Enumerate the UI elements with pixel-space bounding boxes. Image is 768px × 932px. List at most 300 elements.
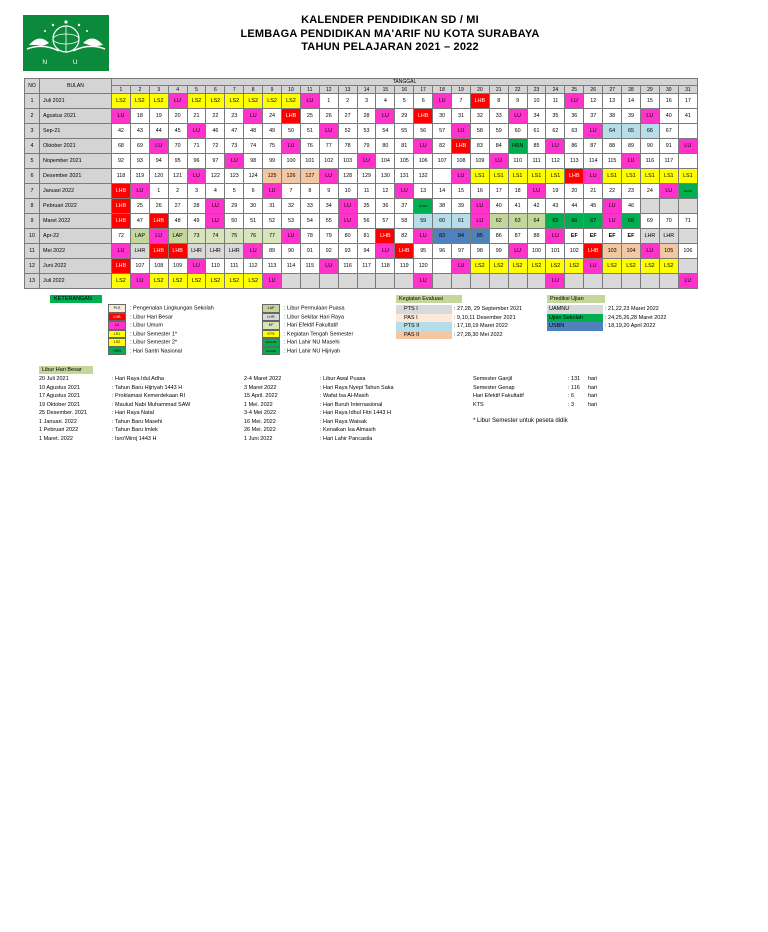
- day-number-row: [25, 86, 698, 94]
- summary-item: [473, 384, 633, 393]
- day-cell: 42: [527, 199, 546, 214]
- day-cell: 92: [319, 244, 338, 259]
- day-cell: 101: [300, 154, 319, 169]
- day-cell: LU: [603, 199, 622, 214]
- day-cell: LAP: [130, 229, 149, 244]
- legend-item: [108, 313, 214, 322]
- day-cell: LU: [319, 259, 338, 274]
- day-cell: [678, 124, 697, 139]
- day-cell: 101: [546, 244, 565, 259]
- day-cell: LU: [414, 139, 433, 154]
- summary-label: KTS: [473, 401, 484, 408]
- day-cell: [527, 274, 546, 289]
- day-cell: 47: [225, 124, 244, 139]
- day-cell: 74: [244, 139, 263, 154]
- day-cell: LS2: [470, 259, 489, 274]
- day-cell: EF: [622, 229, 641, 244]
- day-cell: 5: [225, 184, 244, 199]
- day-cell: [678, 199, 697, 214]
- holiday-item: [244, 435, 464, 444]
- evaluation-item: [547, 305, 666, 314]
- day-cell: 126: [282, 169, 301, 184]
- day-header: 19: [452, 86, 471, 94]
- holiday-date: 1 Pebruari 2022: [39, 427, 79, 433]
- row-number: 7: [25, 184, 40, 199]
- day-header: 9: [263, 86, 282, 94]
- day-cell: LU: [112, 244, 131, 259]
- day-cell: 18: [130, 109, 149, 124]
- evaluation-item: [396, 331, 522, 340]
- row-month: Juli 2021: [40, 94, 112, 109]
- day-cell: 98: [470, 244, 489, 259]
- day-cell: LS2: [112, 94, 131, 109]
- day-cell: 73: [225, 139, 244, 154]
- day-cell: 87: [584, 139, 603, 154]
- row-number: 12: [25, 259, 40, 274]
- day-cell: 125: [263, 169, 282, 184]
- legend-text: : Hari Lahir NU Masehi: [284, 339, 340, 346]
- day-cell: 19: [546, 184, 565, 199]
- day-header: 21: [489, 86, 508, 94]
- day-header: 23: [527, 86, 546, 94]
- day-cell: 127: [300, 169, 319, 184]
- day-cell: 43: [546, 199, 565, 214]
- row-month: Juli 2022: [40, 274, 112, 289]
- day-cell: 132: [414, 169, 433, 184]
- day-cell: LHB: [452, 139, 471, 154]
- evaluation-label: PAS I: [396, 314, 452, 323]
- day-cell: 83: [470, 139, 489, 154]
- day-cell: 41: [678, 109, 697, 124]
- day-cell: 3: [357, 94, 376, 109]
- day-cell: 64: [603, 124, 622, 139]
- day-cell: LU: [584, 124, 603, 139]
- day-cell: 51: [244, 214, 263, 229]
- day-cell: 6: [244, 184, 263, 199]
- row-month: Nopember 2021: [40, 154, 112, 169]
- day-cell: 84: [452, 229, 471, 244]
- legend-text: : Hari Lahir NU Hijriyah: [284, 348, 341, 355]
- day-cell: 27: [168, 199, 187, 214]
- holiday-item: [244, 426, 464, 435]
- day-cell: 76: [300, 139, 319, 154]
- day-cell: LU: [300, 94, 319, 109]
- holiday-list-1: [39, 375, 239, 443]
- day-cell: 54: [376, 124, 395, 139]
- evaluation-item: [396, 305, 522, 314]
- day-cell: 5: [395, 94, 414, 109]
- day-header: 7: [225, 86, 244, 94]
- day-cell: 61: [452, 214, 471, 229]
- day-cell: 20: [168, 109, 187, 124]
- page-title: [200, 14, 580, 55]
- holiday-date: 19 Oktober 2021: [39, 401, 80, 408]
- day-cell: 110: [508, 154, 527, 169]
- day-cell: 62: [489, 214, 508, 229]
- day-cell: 21: [187, 109, 206, 124]
- holiday-item: [39, 435, 239, 444]
- day-header: 5: [187, 86, 206, 94]
- day-header: 11: [300, 86, 319, 94]
- evaluation-label: UAMNU: [547, 305, 603, 314]
- day-cell: 74: [206, 229, 225, 244]
- day-cell: 107: [130, 259, 149, 274]
- calendar-table: [24, 78, 698, 289]
- table-row: [25, 169, 698, 184]
- summary-unit: hari: [588, 376, 598, 382]
- legend-item: [108, 347, 214, 356]
- day-cell: 18: [508, 184, 527, 199]
- day-cell: 129: [357, 169, 376, 184]
- day-cell: 42: [112, 124, 131, 139]
- row-month: Oktober 2021: [40, 139, 112, 154]
- day-cell: 90: [282, 244, 301, 259]
- nu-logo: [23, 15, 109, 71]
- table-row: [25, 94, 698, 109]
- day-cell: 80: [376, 139, 395, 154]
- day-cell: LHB: [414, 109, 433, 124]
- day-cell: 113: [263, 259, 282, 274]
- day-cell: [395, 274, 414, 289]
- day-cell: LS2: [149, 274, 168, 289]
- day-cell: LS2: [130, 94, 149, 109]
- day-cell: [433, 274, 452, 289]
- legend-item: [262, 304, 353, 313]
- holiday-date: 25 Desember. 2021: [39, 410, 88, 416]
- day-cell: 55: [395, 124, 414, 139]
- prediksi-ujian-list: [547, 305, 666, 331]
- day-header: 25: [565, 86, 584, 94]
- table-row: [25, 124, 698, 139]
- holiday-item: [244, 375, 464, 384]
- day-header: 22: [508, 86, 527, 94]
- day-cell: LS1: [678, 169, 697, 184]
- legend-text: : Hari Efektif Fakultatif: [284, 322, 338, 329]
- day-cell: 60: [433, 214, 452, 229]
- day-cell: 72: [112, 229, 131, 244]
- row-number: 2: [25, 109, 40, 124]
- day-cell: 39: [622, 109, 641, 124]
- kegiatan-evaluasi-list: [396, 305, 522, 339]
- legend-swatch: PLS: [108, 304, 126, 313]
- row-number: 4: [25, 139, 40, 154]
- day-cell: 38: [433, 199, 452, 214]
- day-cell: 29: [225, 199, 244, 214]
- day-cell: 46: [206, 124, 225, 139]
- day-cell: 59: [414, 214, 433, 229]
- day-cell: 10: [338, 184, 357, 199]
- day-cell: EF: [584, 229, 603, 244]
- day-cell: 22: [603, 184, 622, 199]
- day-cell: LU: [357, 154, 376, 169]
- day-cell: LS1: [622, 169, 641, 184]
- day-cell: 64: [527, 214, 546, 229]
- day-cell: EF: [603, 229, 622, 244]
- day-cell: LS1: [470, 169, 489, 184]
- evaluation-label: USBN: [547, 322, 603, 331]
- table-row: [25, 274, 698, 289]
- table-row: [25, 139, 698, 154]
- day-cell: LU: [338, 199, 357, 214]
- day-cell: [659, 199, 678, 214]
- summary-unit: hari: [588, 401, 598, 408]
- day-cell: LHR: [640, 229, 659, 244]
- day-cell: LU: [282, 139, 301, 154]
- legend-text: : Pengenalan Lingkungan Sekolah: [130, 305, 214, 312]
- day-header: 1: [112, 86, 131, 94]
- day-cell: LS2: [527, 259, 546, 274]
- day-header: 26: [584, 86, 603, 94]
- row-month: Pebruari 2022: [40, 199, 112, 214]
- day-header: 2: [130, 86, 149, 94]
- day-header: 10: [282, 86, 301, 94]
- day-cell: 51: [300, 124, 319, 139]
- day-cell: 49: [187, 214, 206, 229]
- holiday-date: 16 Mei. 2022: [244, 418, 276, 425]
- day-cell: LS2: [112, 274, 131, 289]
- day-cell: 10: [527, 94, 546, 109]
- day-cell: 109: [470, 154, 489, 169]
- day-cell: [433, 169, 452, 184]
- day-cell: LHB: [376, 229, 395, 244]
- day-cell: [376, 274, 395, 289]
- holiday-name: : Tahun Baru Imlek: [112, 427, 158, 433]
- day-cell: LHB: [282, 109, 301, 124]
- day-cell: LU: [622, 154, 641, 169]
- legend-item: [262, 321, 353, 330]
- col-no-header: NO: [25, 79, 40, 94]
- evaluation-date: : 17,18,19 Maret 2022: [454, 323, 508, 329]
- row-month: Sep-21: [40, 124, 112, 139]
- col-bulan-header: BULAN: [40, 79, 112, 94]
- row-month: Maret 2022: [40, 214, 112, 229]
- day-cell: 68: [622, 214, 641, 229]
- day-header: 28: [622, 86, 641, 94]
- day-cell: LU: [130, 274, 149, 289]
- day-cell: LHB: [112, 184, 131, 199]
- evaluation-label: Ujian Sekolah: [547, 314, 603, 323]
- day-header: 15: [376, 86, 395, 94]
- day-cell: 14: [433, 184, 452, 199]
- day-cell: 103: [338, 154, 357, 169]
- table-row: [25, 154, 698, 169]
- day-cell: 23: [225, 109, 244, 124]
- day-cell: 119: [395, 259, 414, 274]
- col-tanggal-header: TANGGAL: [112, 79, 698, 86]
- day-cell: 128: [338, 169, 357, 184]
- table-row: [25, 214, 698, 229]
- day-cell: HSN: [508, 139, 527, 154]
- kegiatan-evaluasi-title: Kegiatan Evaluasi: [396, 295, 462, 303]
- day-cell: 108: [452, 154, 471, 169]
- day-cell: 27: [338, 109, 357, 124]
- legend-item: [262, 330, 353, 339]
- table-row: [25, 229, 698, 244]
- holiday-item: [244, 418, 464, 427]
- day-cell: 106: [414, 154, 433, 169]
- day-cell: 86: [565, 139, 584, 154]
- summary-value: : 131: [568, 376, 581, 382]
- day-cell: 45: [584, 199, 603, 214]
- row-month: Desember 2021: [40, 169, 112, 184]
- day-cell: LU: [584, 259, 603, 274]
- day-cell: LHR: [659, 229, 678, 244]
- day-cell: LU: [149, 139, 168, 154]
- day-cell: LU: [187, 124, 206, 139]
- day-cell: 97: [206, 154, 225, 169]
- day-cell: LAP: [168, 229, 187, 244]
- day-cell: 99: [489, 244, 508, 259]
- holiday-item: [39, 418, 239, 427]
- day-cell: [489, 274, 508, 289]
- holiday-name: : Hari Lahir Pancasila: [320, 435, 373, 442]
- day-cell: 57: [376, 214, 395, 229]
- day-cell: 100: [527, 244, 546, 259]
- day-header: 20: [470, 86, 489, 94]
- day-cell: LU: [603, 214, 622, 229]
- holiday-date: 17 Agustus 2021: [39, 393, 80, 399]
- holiday-name: : Tahun Baru Masehi: [112, 418, 163, 425]
- day-cell: 114: [584, 154, 603, 169]
- evaluation-item: [547, 322, 666, 331]
- day-cell: [678, 259, 697, 274]
- day-cell: 15: [640, 94, 659, 109]
- day-cell: LS2: [659, 259, 678, 274]
- day-cell: 41: [508, 199, 527, 214]
- holiday-list-2: [244, 375, 464, 443]
- day-cell: LU: [414, 274, 433, 289]
- day-cell: LU: [338, 214, 357, 229]
- day-header: 16: [395, 86, 414, 94]
- day-cell: LU: [546, 139, 565, 154]
- holiday-name: : Hari Raya Idul Adha: [112, 376, 164, 382]
- day-cell: 65: [622, 124, 641, 139]
- day-cell: 72: [206, 139, 225, 154]
- evaluation-date: : 27,28, 29 September 2021: [454, 306, 523, 312]
- row-number: 3: [25, 124, 40, 139]
- day-cell: 43: [130, 124, 149, 139]
- day-cell: LHR: [206, 244, 225, 259]
- day-cell: [470, 274, 489, 289]
- day-cell: 103: [603, 244, 622, 259]
- row-month: Apr-22: [40, 229, 112, 244]
- day-cell: 102: [565, 244, 584, 259]
- holiday-item: [244, 384, 464, 393]
- day-cell: 121: [168, 169, 187, 184]
- keterangan-title: KETERANGAN: [50, 295, 102, 303]
- day-cell: 69: [640, 214, 659, 229]
- day-cell: 130: [376, 169, 395, 184]
- day-cell: 70: [168, 139, 187, 154]
- evaluation-date: : 24,25,26,28 Maret 2022: [605, 314, 667, 321]
- evaluation-item: [396, 322, 522, 331]
- day-cell: 4: [206, 184, 225, 199]
- day-cell: 21: [584, 184, 603, 199]
- day-header: 12: [319, 86, 338, 94]
- day-cell: 65: [546, 214, 565, 229]
- legend-text: : Hari Santri Nasional: [130, 348, 182, 355]
- day-cell: LS1: [489, 169, 508, 184]
- day-cell: 11: [546, 94, 565, 109]
- evaluation-label: PTS II: [396, 322, 452, 331]
- day-cell: 96: [433, 244, 452, 259]
- day-cell: 7: [452, 94, 471, 109]
- legend-item: [108, 304, 214, 313]
- day-cell: LS1: [659, 169, 678, 184]
- table-row: [25, 244, 698, 259]
- day-cell: 113: [565, 154, 584, 169]
- title-line-2: LEMBAGA PENDIDIKAN MA'ARIF NU KOTA SURABAYA: [240, 27, 540, 40]
- day-cell: LU: [225, 154, 244, 169]
- day-cell: 47: [130, 214, 149, 229]
- day-cell: 11: [357, 184, 376, 199]
- day-cell: 91: [659, 139, 678, 154]
- legend-swatch: HSN: [108, 347, 126, 356]
- day-cell: LU: [376, 244, 395, 259]
- summary-unit: hari: [588, 393, 598, 399]
- legend-item: [108, 338, 214, 347]
- day-cell: 23: [622, 184, 641, 199]
- day-cell: 40: [659, 109, 678, 124]
- legend-swatch: KTS: [262, 330, 280, 339]
- day-cell: 9: [319, 184, 338, 199]
- day-cell: 49: [263, 124, 282, 139]
- day-cell: [659, 274, 678, 289]
- day-cell: 119: [130, 169, 149, 184]
- legend-item: [262, 338, 353, 347]
- table-row: [25, 109, 698, 124]
- legend-swatch: LS2: [108, 338, 126, 347]
- holiday-name: : Libur Awal Puasa: [320, 376, 366, 382]
- day-cell: LU: [508, 244, 527, 259]
- holiday-item: [39, 401, 239, 410]
- legend-text: : Libur Permulaan Puasa: [284, 305, 345, 312]
- day-cell: 63: [565, 124, 584, 139]
- day-cell: 68: [112, 139, 131, 154]
- day-cell: LU: [112, 109, 131, 124]
- title-line-1: KALENDER PENDIDIKAN SD / MI: [301, 14, 479, 26]
- day-cell: 67: [584, 214, 603, 229]
- day-cell: 90: [640, 139, 659, 154]
- day-cell: 17: [678, 94, 697, 109]
- holiday-name: : Hari Buruh Internasional: [320, 401, 383, 408]
- day-cell: [640, 199, 659, 214]
- day-header: 30: [659, 86, 678, 94]
- day-cell: 16: [470, 184, 489, 199]
- day-cell: LS2: [168, 274, 187, 289]
- summary-item: [473, 392, 633, 401]
- day-cell: 35: [357, 199, 376, 214]
- table-row: [25, 259, 698, 274]
- day-cell: 48: [244, 124, 263, 139]
- legend-text: : Libur Sekitar Hari Raya: [284, 314, 344, 321]
- day-cell: LU: [546, 274, 565, 289]
- holiday-name: : Proklamasi Kemerdekaan RI: [112, 393, 186, 399]
- day-cell: 37: [395, 199, 414, 214]
- day-cell: 50: [225, 214, 244, 229]
- day-cell: LU: [584, 169, 603, 184]
- row-number: 10: [25, 229, 40, 244]
- day-cell: 92: [112, 154, 131, 169]
- day-cell: LHB: [565, 169, 584, 184]
- legend-swatch: LHR: [262, 313, 280, 322]
- holiday-date: 1 Maret. 2022: [39, 435, 73, 442]
- day-cell: LS2: [244, 94, 263, 109]
- day-cell: 94: [149, 154, 168, 169]
- day-cell: 30: [433, 109, 452, 124]
- day-cell: 109: [168, 259, 187, 274]
- day-cell: 84: [489, 139, 508, 154]
